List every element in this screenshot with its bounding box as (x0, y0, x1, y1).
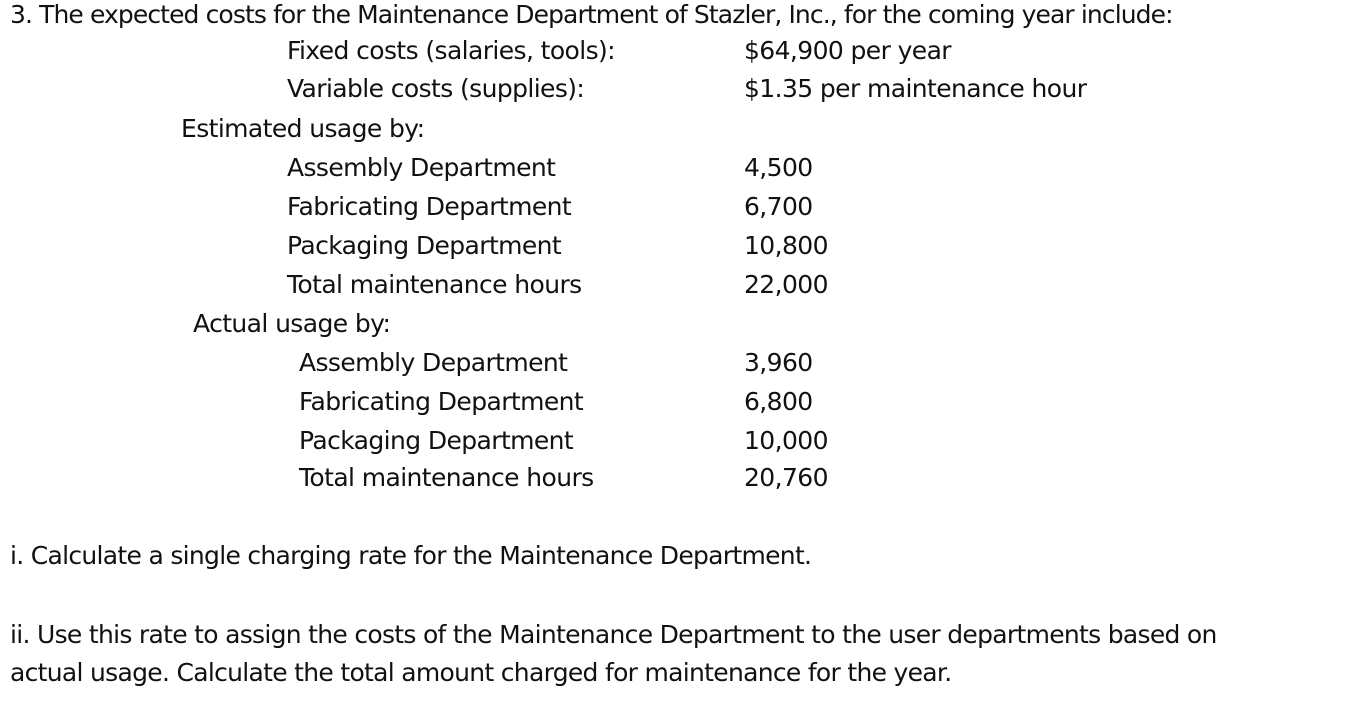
question-ii-line-2: actual usage. Calculate the total amount charged for maintenance for the year. (10, 658, 952, 687)
actual-assembly-label: Assembly Department (299, 348, 568, 377)
actual-assembly-value: 3,960 (744, 348, 813, 377)
estimated-assembly-label: Assembly Department (287, 153, 556, 182)
actual-total-label: Total maintenance hours (299, 463, 594, 492)
estimated-assembly-value: 4,500 (744, 153, 813, 182)
fixed-costs-value: $64,900 per year (744, 36, 951, 65)
question-ii-line-1: ii. Use this rate to assign the costs of the Maintenance Department to the user departments based on (10, 620, 1217, 649)
estimated-fabricating-label: Fabricating Department (287, 192, 572, 221)
actual-total-value: 20,760 (744, 463, 828, 492)
variable-costs-value: $1.35 per maintenance hour (744, 74, 1087, 103)
estimated-fabricating-value: 6,700 (744, 192, 813, 221)
problem-intro: 3. The expected costs for the Maintenance Department of Stazler, Inc., for the coming year include: (10, 0, 1173, 29)
estimated-packaging-value: 10,800 (744, 231, 828, 260)
actual-packaging-label: Packaging Department (299, 426, 574, 455)
actual-usage-heading: Actual usage by: (193, 309, 391, 338)
estimated-usage-heading: Estimated usage by: (181, 114, 425, 143)
actual-fabricating-value: 6,800 (744, 387, 813, 416)
question-i: i. Calculate a single charging rate for the Maintenance Department. (10, 541, 812, 570)
fixed-costs-label: Fixed costs (salaries, tools): (287, 36, 615, 65)
estimated-total-value: 22,000 (744, 270, 828, 299)
estimated-total-label: Total maintenance hours (287, 270, 582, 299)
estimated-packaging-label: Packaging Department (287, 231, 562, 260)
actual-packaging-value: 10,000 (744, 426, 828, 455)
variable-costs-label: Variable costs (supplies): (287, 74, 585, 103)
actual-fabricating-label: Fabricating Department (299, 387, 584, 416)
